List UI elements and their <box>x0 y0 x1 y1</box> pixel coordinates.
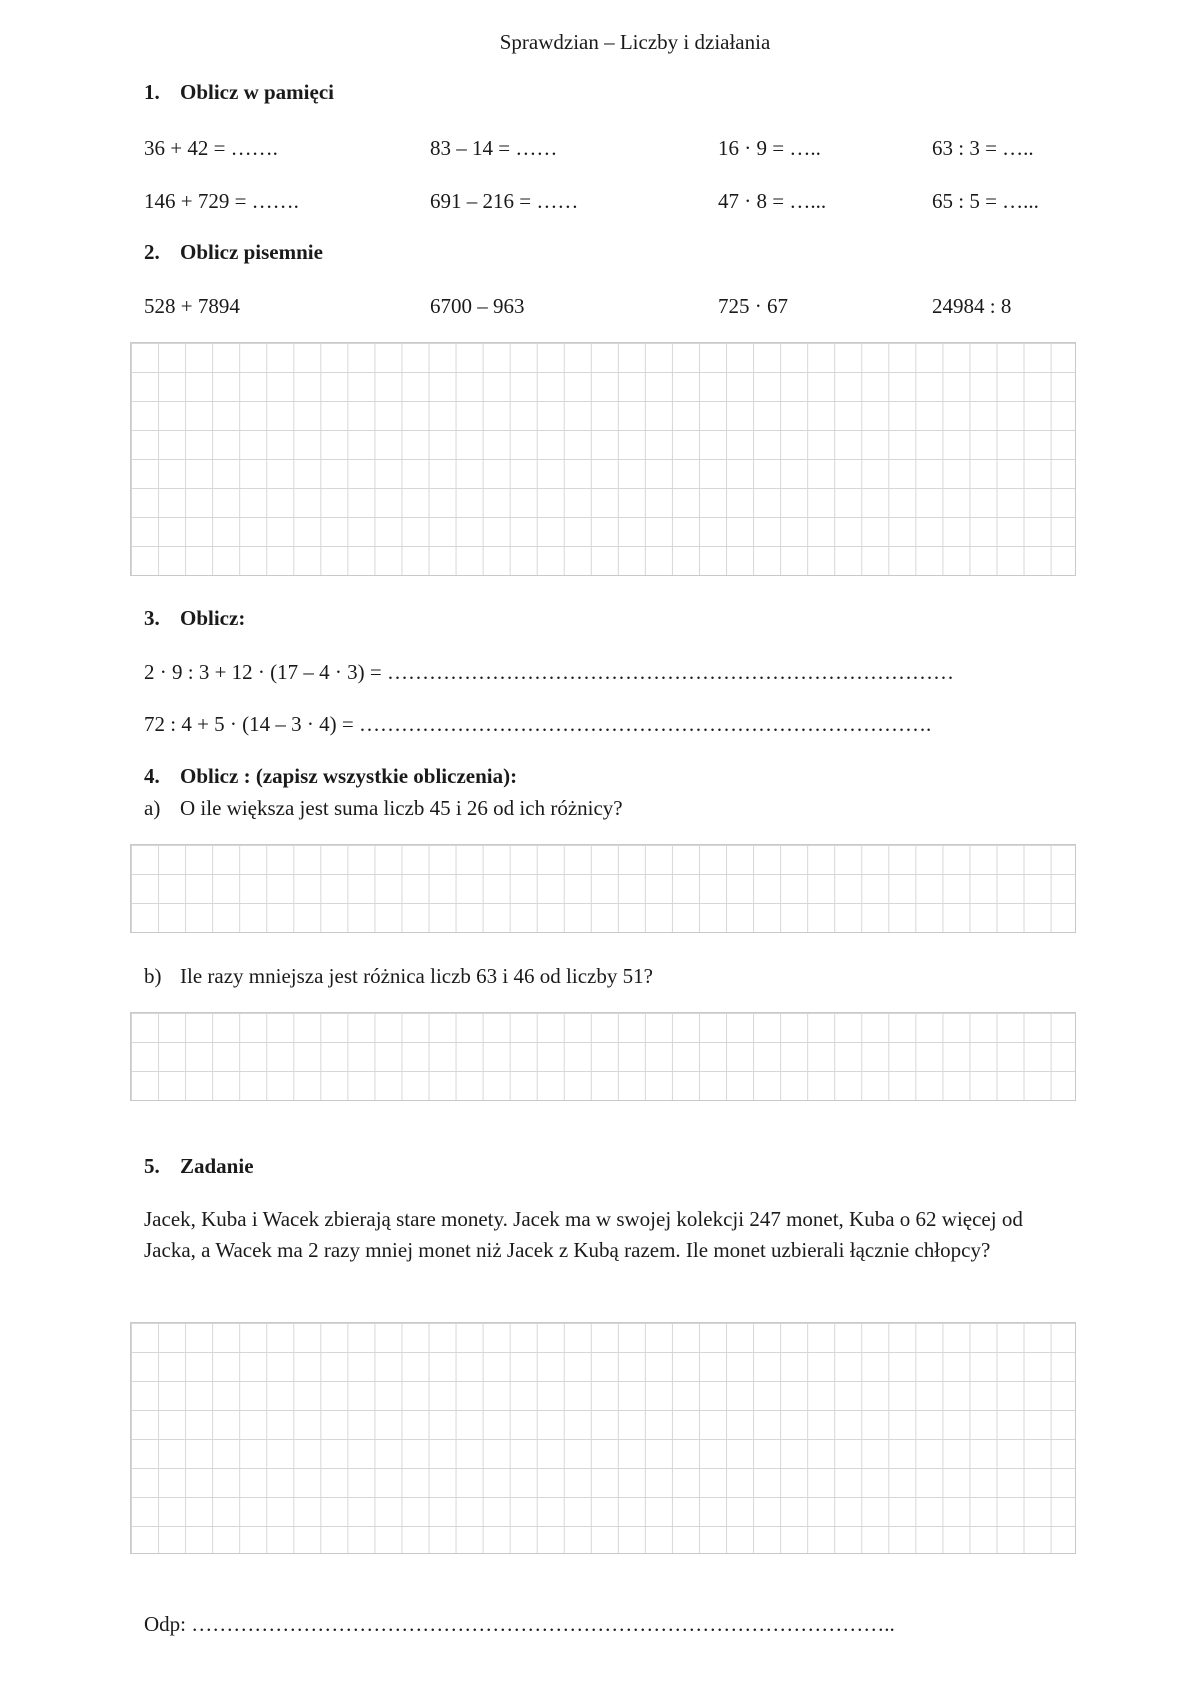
task-4a <box>144 796 623 821</box>
section-2-heading <box>144 240 323 265</box>
section-5-title: Zadanie <box>180 1154 254 1178</box>
section-4-heading <box>144 764 517 789</box>
mental-expr-6: 691 – 216 = …… <box>430 189 579 213</box>
mental-expr-3: 16 · 9 = ….. <box>718 136 821 160</box>
written-problem-4: 24984 : 8 <box>932 294 1012 318</box>
expression-line-2: 72 : 4 + 5 · (14 – 3 · 4) = ………………………………………………………………………. <box>144 712 932 736</box>
answer-line[interactable]: Odp: ……………………………………………………………………………………….. <box>144 1612 895 1636</box>
task-4b-label: b) <box>144 964 162 988</box>
section-3-number: 3. <box>144 606 160 630</box>
written-problem-2: 6700 – 963 <box>430 294 525 318</box>
written-problem-3: 725 · 67 <box>718 294 788 318</box>
mental-expr-1: 36 + 42 = ……. <box>144 136 278 160</box>
section-1-heading <box>144 80 334 105</box>
mental-expr-2: 83 – 14 = …… <box>430 136 558 160</box>
task-4a-text: O ile większa jest suma liczb 45 i 26 od ich różnicy? <box>180 796 623 820</box>
section-3-title: Oblicz: <box>180 606 246 630</box>
section-4-title: Oblicz : (zapisz wszystkie obliczenia): <box>180 764 518 788</box>
section-5-heading <box>144 1154 254 1179</box>
task-5-text: Jacek, Kuba i Wacek zbierają stare monety. Jacek ma w swojej kolekcji 247 monet, Kuba o 62 więcej od Jacka, a Wacek ma 2 razy mniej monet niż Jacek z Kubą razem. Ile monet uzbierali łącznie chłopcy? <box>144 1207 1023 1262</box>
section-2-number: 2. <box>144 240 160 264</box>
mental-expr-7: 47 · 8 = …... <box>718 189 827 213</box>
section-3-heading <box>144 606 245 631</box>
section-1-title: Oblicz w pamięci <box>180 80 334 104</box>
mental-expr-8: 65 : 5 = …... <box>932 189 1039 213</box>
section-1-number: 1. <box>144 80 160 104</box>
task-4b-text: Ile razy mniejsza jest różnica liczb 63 i 46 od liczby 51? <box>180 964 653 988</box>
section-5-number: 5. <box>144 1154 160 1178</box>
work-grid-section-2[interactable] <box>130 342 1076 576</box>
task-4a-label: a) <box>144 796 161 820</box>
page-title: Sprawdzian – Liczby i działania <box>499 30 771 54</box>
mental-expr-4: 63 : 3 = ….. <box>932 136 1034 160</box>
mental-expr-5: 146 + 729 = ……. <box>144 189 299 213</box>
section-4-number: 4. <box>144 764 160 788</box>
task-4b <box>144 964 653 989</box>
work-grid-task-5[interactable] <box>130 1322 1076 1554</box>
work-grid-task-4b[interactable] <box>130 1012 1076 1101</box>
written-problem-1: 528 + 7894 <box>144 294 240 318</box>
expression-line-1: 2 · 9 : 3 + 12 · (17 – 4 · 3) = ……………………………………………………………………… <box>144 660 954 684</box>
section-2-title: Oblicz pisemnie <box>180 240 323 264</box>
work-grid-task-4a[interactable] <box>130 844 1076 933</box>
